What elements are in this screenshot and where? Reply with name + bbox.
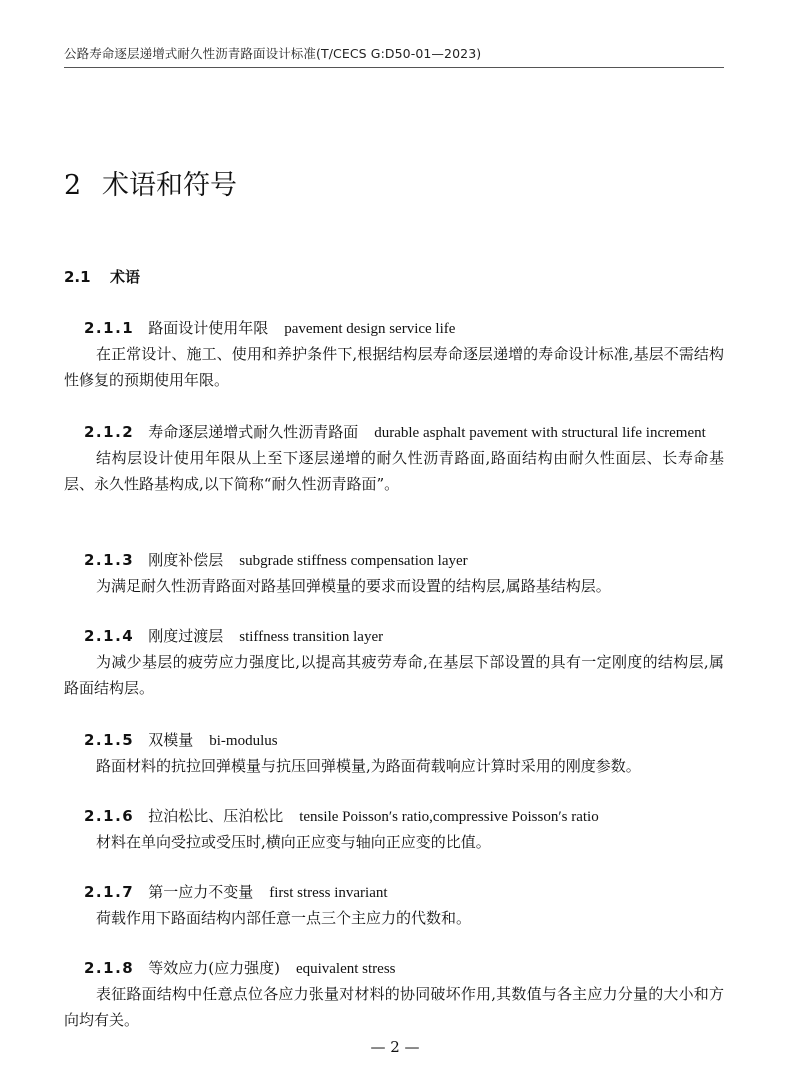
term-heading bbox=[64, 728, 724, 753]
term-chinese: 刚度过渡层 bbox=[148, 627, 224, 645]
term-2-1-3 bbox=[64, 548, 724, 599]
term-english: subgrade stiffness compensation layer bbox=[239, 553, 468, 569]
term-number: 2.1.3 bbox=[84, 551, 135, 569]
term-chinese: 第一应力不变量 bbox=[148, 883, 254, 901]
term-english: bi-modulus bbox=[209, 733, 278, 749]
term-english: durable asphalt pavement with structural life increment bbox=[374, 425, 706, 441]
term-2-1-2 bbox=[64, 420, 724, 497]
term-2-1-7 bbox=[64, 880, 724, 931]
term-number: 2.1.4 bbox=[84, 627, 135, 645]
term-definition: 材料在单向受拉或受压时,横向正应变与轴向正应变的比值。 bbox=[96, 833, 491, 851]
term-heading bbox=[64, 804, 724, 829]
term-english: tensile Poisson′s ratio,compressive Poisson′s ratio bbox=[299, 809, 599, 825]
section-heading bbox=[64, 266, 140, 287]
term-definition: 表征路面结构中任意点位各应力张量对材料的协同破坏作用,其数值与各主应力分量的大小和方向均有关。 bbox=[64, 985, 724, 1029]
section-number: 2.1 bbox=[64, 268, 91, 286]
term-english: stiffness transition layer bbox=[239, 629, 384, 645]
term-number: 2.1.2 bbox=[84, 423, 135, 441]
term-number: 2.1.7 bbox=[84, 883, 135, 901]
term-number: 2.1.8 bbox=[84, 959, 135, 977]
term-2-1-5 bbox=[64, 728, 724, 779]
chapter-title: 术语和符号 bbox=[102, 170, 237, 201]
term-heading bbox=[64, 316, 724, 341]
term-chinese: 双模量 bbox=[148, 731, 194, 749]
term-definition: 为减少基层的疲劳应力强度比,以提高其疲劳寿命,在基层下部设置的具有一定刚度的结构层,属路面结构层。 bbox=[64, 653, 724, 697]
page-number: — 2 — bbox=[370, 1038, 420, 1056]
header-divider bbox=[64, 67, 724, 68]
term-chinese: 等效应力(应力强度) bbox=[148, 959, 280, 977]
running-header: 公路寿命逐层递增式耐久性沥青路面设计标准(T/CECS G:D50-01—2023) bbox=[64, 46, 482, 61]
term-number: 2.1.1 bbox=[84, 319, 135, 337]
term-heading bbox=[64, 420, 724, 445]
term-heading bbox=[64, 548, 724, 573]
term-chinese: 刚度补偿层 bbox=[148, 551, 224, 569]
term-2-1-6 bbox=[64, 804, 724, 855]
term-chinese: 寿命逐层递增式耐久性沥青路面 bbox=[148, 423, 359, 441]
term-number: 2.1.6 bbox=[84, 807, 135, 825]
term-2-1-8 bbox=[64, 956, 724, 1033]
chapter-number: 2 bbox=[64, 170, 82, 201]
term-definition: 结构层设计使用年限从上至下逐层递增的耐久性沥青路面,路面结构由耐久性面层、长寿命基层、永久性路基构成,以下简称“耐久性沥青路面”。 bbox=[64, 449, 724, 493]
term-english: first stress invariant bbox=[269, 885, 388, 901]
term-chinese: 路面设计使用年限 bbox=[148, 319, 269, 337]
term-2-1-4 bbox=[64, 624, 724, 701]
term-heading bbox=[64, 880, 724, 905]
term-number: 2.1.5 bbox=[84, 731, 135, 749]
term-english: equivalent stress bbox=[295, 961, 396, 977]
term-heading bbox=[64, 624, 724, 649]
chapter-heading bbox=[64, 163, 237, 202]
term-english: pavement design service life bbox=[284, 321, 456, 337]
term-definition: 荷载作用下路面结构内部任意一点三个主应力的代数和。 bbox=[96, 909, 472, 927]
section-title: 术语 bbox=[110, 268, 141, 286]
term-heading bbox=[64, 956, 724, 981]
term-2-1-1 bbox=[64, 316, 724, 393]
term-chinese: 拉泊松比、压泊松比 bbox=[148, 807, 284, 825]
term-definition: 在正常设计、施工、使用和养护条件下,根据结构层寿命逐层递增的寿命设计标准,基层不需结构性修复的预期使用年限。 bbox=[64, 345, 724, 389]
term-definition: 路面材料的抗拉回弹模量与抗压回弹模量,为路面荷载响应计算时采用的刚度参数。 bbox=[96, 757, 641, 775]
term-definition: 为满足耐久性沥青路面对路基回弹模量的要求而设置的结构层,属路基结构层。 bbox=[96, 577, 611, 595]
